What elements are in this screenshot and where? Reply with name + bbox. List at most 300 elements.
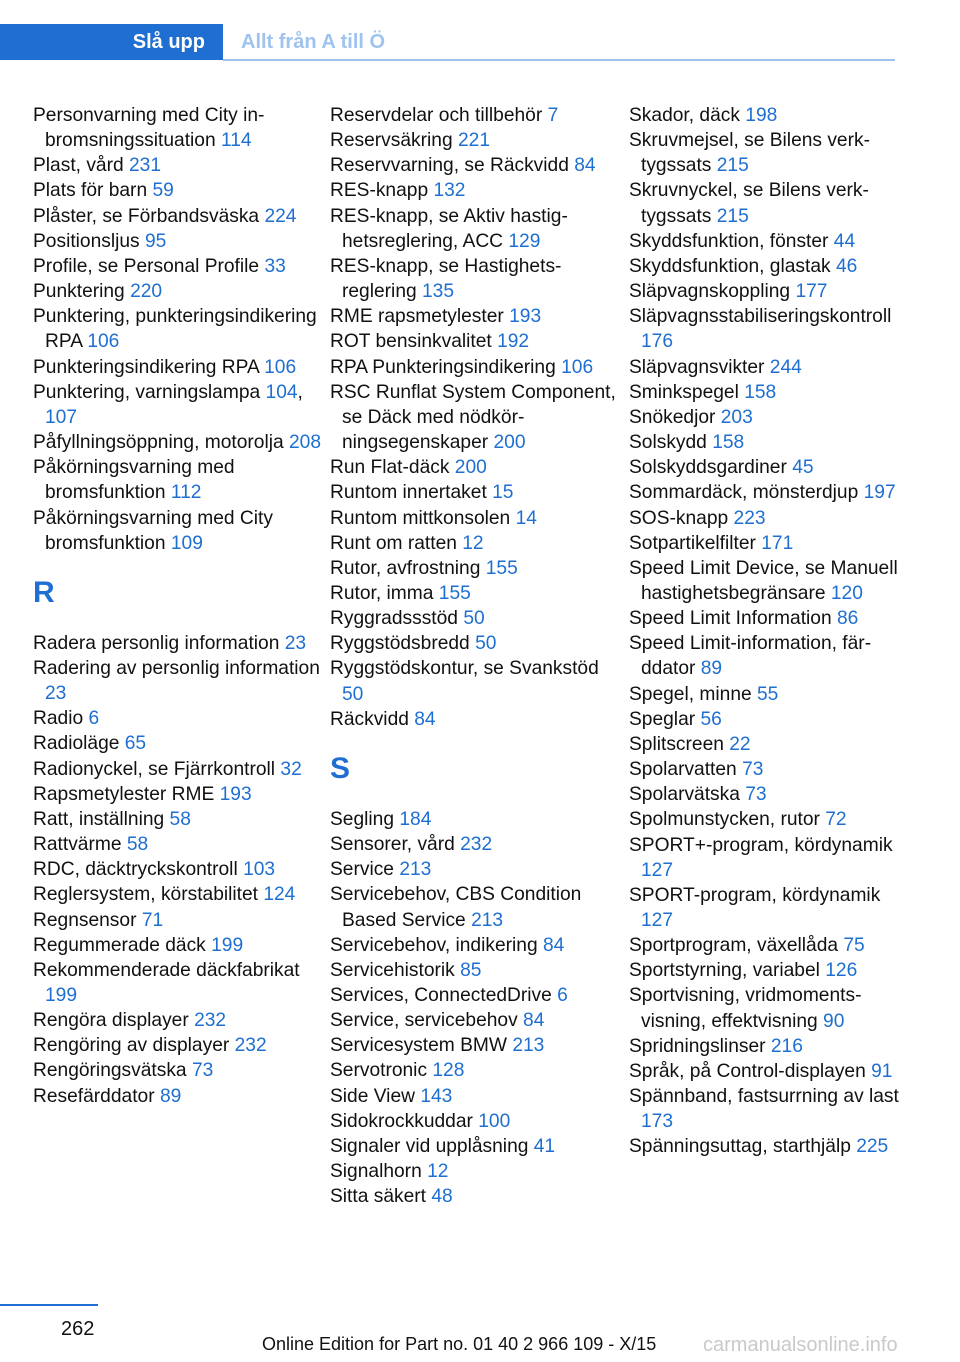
index-entry: [33, 455, 323, 505]
index-term: Påkörningsvarning med City bromsfunktion: [33, 507, 273, 554]
index-entry: [33, 103, 323, 153]
index-entry: [330, 656, 620, 706]
index-entry: [33, 229, 323, 254]
tab-underline: [223, 59, 895, 61]
page-reference-link[interactable]: 215: [716, 155, 749, 177]
index-entry: [33, 430, 323, 455]
index-term: Reservdelar och tillbehör: [330, 105, 543, 126]
page-reference-link[interactable]: 129: [508, 230, 541, 252]
page-reference-link[interactable]: 155: [485, 557, 518, 579]
index-term: Signaler vid upplåsning: [330, 1135, 529, 1157]
page-reference-link[interactable]: 15: [492, 482, 514, 504]
page-reference-link[interactable]: 120: [830, 582, 863, 604]
page-reference-link[interactable]: 225: [856, 1136, 889, 1158]
index-term: Skador, däck: [629, 105, 740, 126]
index-entry: [629, 1134, 899, 1159]
index-term: Radering av personlig information: [33, 657, 320, 679]
index-term: Rengöring av displayer: [33, 1035, 230, 1057]
index-entry: [629, 531, 899, 556]
index-entry: [330, 380, 620, 455]
index-entry: [330, 1159, 620, 1184]
page-reference-link[interactable]: 33: [264, 255, 286, 277]
page-reference-link[interactable]: 155: [438, 582, 471, 604]
index-entry: [33, 656, 323, 706]
index-term: Spolarvatten: [629, 759, 737, 781]
index-term: Sitta säkert: [330, 1186, 426, 1208]
index-entry: [330, 707, 620, 732]
page-reference-link[interactable]: 177: [795, 281, 828, 303]
index-entry: [33, 731, 323, 756]
index-term: Speed Limit Device, se Manuell hastighetsbegränsare: [629, 557, 898, 604]
index-entry: [33, 958, 323, 1008]
index-entry: [330, 1033, 620, 1058]
index-term: Signalhorn: [330, 1161, 422, 1183]
page-reference-link[interactable]: 127: [641, 910, 674, 931]
index-term: Rutor, avfrostning: [330, 557, 481, 579]
index-entry: [33, 807, 323, 832]
index-entry: [330, 882, 620, 932]
page-reference-link[interactable]: 48: [431, 1186, 453, 1208]
page-reference-link[interactable]: 58: [126, 834, 149, 856]
index-term: Reservvarning, se Räckvidd: [330, 155, 569, 177]
index-entry: [629, 1034, 899, 1059]
index-term: Personvarning med City inbromsningssituation: [33, 105, 265, 152]
page-reference-link[interactable]: 12: [427, 1161, 449, 1183]
index-term: Punktering, punkteringsindikering RPA: [33, 306, 317, 353]
index-term: Rekommenderade däckfabrikat: [33, 959, 300, 981]
index-entry: [330, 204, 620, 254]
index-term: RPA Punkteringsindikering: [330, 356, 556, 378]
index-entry: [629, 480, 899, 505]
page-reference-link[interactable]: 215: [716, 205, 749, 227]
index-term: Services, ConnectedDrive: [330, 985, 552, 1006]
index-column-2: [330, 103, 620, 1209]
index-entry: [330, 254, 620, 304]
index-entry: [33, 304, 323, 354]
index-entry: [629, 707, 899, 732]
index-term: Ryggradssstöd: [330, 608, 458, 630]
index-entry: [330, 1008, 620, 1033]
index-entry: [330, 983, 620, 1008]
page-reference-link[interactable]: 112: [170, 482, 202, 504]
top-tab-bar: [0, 0, 960, 62]
index-entry: [330, 933, 620, 958]
page-reference-link[interactable]: 192: [497, 331, 530, 353]
index-entry: [629, 178, 899, 228]
page-reference-link[interactable]: 41: [533, 1135, 556, 1157]
page-reference-link[interactable]: 232: [460, 834, 493, 856]
index-entry: [330, 581, 620, 606]
index-entry: [33, 631, 323, 656]
page-reference-link[interactable]: 114: [221, 130, 252, 152]
index-term: Speed Limit Information: [629, 608, 832, 630]
page-reference-link[interactable]: 197: [863, 482, 896, 504]
index-column-3: [629, 103, 899, 1160]
index-entry: [629, 631, 899, 681]
index-term: Plats för barn: [33, 180, 148, 202]
page-reference-link[interactable]: 200: [493, 432, 526, 454]
index-entry: [33, 1084, 323, 1109]
tab-sla-upp[interactable]: Slå upp: [0, 24, 223, 60]
index-term: Sportprogram, växellåda: [629, 935, 839, 957]
index-term: Radioläge: [33, 733, 120, 755]
page-reference-link[interactable]: 91: [871, 1060, 893, 1082]
index-term: Släpvagnsstabiliseringskontroll: [629, 306, 892, 328]
index-entry: [330, 1058, 620, 1083]
index-term: Sotpartikelfilter: [629, 532, 756, 554]
index-entry: [330, 556, 620, 581]
index-term: Reglersystem, körstabilitet: [33, 884, 258, 906]
index-term: Plåster, se Förbandsväska: [33, 205, 260, 227]
index-term: SOS-knapp: [629, 507, 729, 529]
index-term: Radio: [33, 708, 84, 730]
page-reference-link[interactable]: 128: [432, 1060, 465, 1082]
page-reference-link[interactable]: 23: [284, 632, 307, 654]
page-reference-link[interactable]: 71: [141, 909, 164, 931]
index-term: Runtom mittkonsolen: [330, 507, 511, 529]
page-reference-link[interactable]: 158: [712, 432, 745, 454]
page-reference-link[interactable]: 208: [289, 432, 322, 454]
page-reference-link[interactable]: 221: [457, 130, 490, 152]
index-entry: [330, 1109, 620, 1134]
index-term: Positionsljus: [33, 230, 140, 252]
index-term: Sidokrockkuddar: [330, 1110, 473, 1132]
page-reference-link[interactable]: 73: [742, 759, 764, 781]
index-term: Spänningsuttag, starthjälp: [629, 1136, 851, 1158]
index-entry: [330, 958, 620, 983]
index-entry: [33, 178, 323, 203]
index-term: Service: [330, 859, 394, 881]
page-reference-link[interactable]: 224: [264, 205, 297, 227]
index-term: RDC, däcktryckskontroll: [33, 859, 238, 881]
index-term: Rutor, imma: [330, 582, 434, 604]
index-term: Rattvärme: [33, 834, 122, 856]
index-term: Spännband, fastsurrning av last: [629, 1086, 899, 1108]
index-term: Speglar: [629, 708, 696, 730]
index-column-1: [33, 103, 323, 1109]
index-term: Speed Limit-information, färddator: [629, 633, 872, 680]
index-term: Skyddsfunktion, fönster: [629, 230, 829, 252]
index-term: Sensorer, vård: [330, 834, 455, 856]
index-entry: [33, 857, 323, 882]
page-reference-link[interactable]: 232: [194, 1010, 227, 1032]
page-reference-link[interactable]: 59: [152, 180, 174, 202]
page-reference-link[interactable]: 23: [45, 683, 67, 705]
index-term: Påfyllningsöppning, motorolja: [33, 432, 284, 454]
index-entry: [629, 455, 899, 480]
page-reference-link[interactable]: 14: [515, 507, 537, 529]
page-reference-link[interactable]: 90: [823, 1010, 845, 1032]
index-entry: [33, 204, 323, 229]
page-reference-link[interactable]: 12: [462, 532, 484, 554]
index-term: RSC Runflat System Component, se Däck med nödkörningsegenskaper: [330, 381, 616, 454]
index-entry: [330, 606, 620, 631]
index-entry: [629, 556, 899, 606]
index-entry: [629, 732, 899, 757]
index-entry: [629, 405, 899, 430]
index-term: Resefärddator: [33, 1085, 155, 1107]
index-entry: [629, 128, 899, 178]
page-reference-link[interactable]: 46: [835, 255, 858, 277]
watermark: carmanualsonline.info: [703, 1334, 898, 1356]
page-reference-link[interactable]: 72: [825, 809, 847, 831]
page-reference-link[interactable]: 45: [792, 457, 814, 479]
index-term: Runt om ratten: [330, 532, 457, 554]
page-reference-link[interactable]: 104: [265, 381, 298, 403]
page-reference-link[interactable]: 7: [547, 105, 559, 126]
page-reference-link[interactable]: 95: [145, 230, 167, 252]
index-term: ROT bensinkvalitet: [330, 331, 492, 353]
page-reference-link[interactable]: 176: [641, 331, 674, 353]
page-reference-link[interactable]: 65: [124, 733, 147, 755]
page-reference-link[interactable]: 50: [475, 633, 497, 655]
page-reference-link[interactable]: 55: [757, 683, 779, 705]
page-reference-link[interactable]: 193: [219, 783, 252, 805]
index-term: Regummerade däck: [33, 934, 206, 956]
tab-allt-fran-a-till-o[interactable]: Allt från A till Ö: [241, 30, 386, 53]
index-term: Servicebehov, indikering: [330, 934, 538, 956]
index-entry: [33, 1058, 323, 1083]
index-entry: [629, 506, 899, 531]
index-term: Run Flat-däck: [330, 457, 450, 479]
index-term: Servicesystem BMW: [330, 1035, 507, 1057]
page-reference-link[interactable]: 223: [733, 507, 766, 529]
index-term: Spolarvätska: [629, 784, 740, 806]
page-reference-link[interactable]: 50: [463, 608, 485, 630]
index-entry: [629, 958, 899, 983]
page-reference-link[interactable]: 86: [836, 608, 859, 630]
page-reference-link[interactable]: 198: [745, 105, 778, 126]
index-term: Radionyckel, se Fjärrkontroll: [33, 758, 276, 780]
index-entry: [629, 606, 899, 631]
index-entry: [629, 229, 899, 254]
index-term: Spegel, minne: [629, 683, 752, 705]
page-reference-link[interactable]: 216: [770, 1035, 803, 1057]
page-reference-link[interactable]: 213: [399, 859, 432, 881]
index-entry: [629, 883, 899, 933]
page-reference-link[interactable]: 232: [234, 1035, 267, 1057]
page-reference-link[interactable]: 213: [471, 909, 504, 931]
index-entry: [330, 103, 620, 128]
index-entry: [629, 782, 899, 807]
index-term: Påkörningsvarning med bromsfunktion: [33, 457, 235, 504]
page-reference-link[interactable]: 106: [561, 356, 594, 378]
index-entry: [330, 355, 620, 380]
index-entry: [33, 908, 323, 933]
index-entry: [629, 807, 899, 832]
page-reference-link[interactable]: 100: [478, 1110, 511, 1132]
index-term: Spolmunstycken, rutor: [629, 809, 820, 831]
index-term: SPORT+-program, kördynamik: [629, 834, 893, 856]
index-entry: [629, 983, 899, 1033]
page-reference-link[interactable]: 89: [700, 658, 723, 680]
index-term: Skruvmejsel, se Bilens verktygssats: [629, 130, 870, 177]
index-entry: [629, 1084, 899, 1134]
index-term: Punktering, varningslampa: [33, 381, 261, 403]
index-entry: [629, 380, 899, 405]
page-reference-link[interactable]: 171: [761, 532, 794, 554]
index-term: RME rapsmetylester: [330, 306, 504, 328]
index-entry: [629, 254, 899, 279]
page-reference-link[interactable]: 106: [87, 331, 120, 353]
page-reference-link[interactable]: 58: [169, 808, 191, 830]
page-reference-link[interactable]: 200: [454, 457, 487, 479]
page-reference-link[interactable]: 107: [45, 406, 78, 428]
index-entry: [330, 807, 620, 832]
index-term: Ryggstödsbredd: [330, 633, 470, 655]
index-entry: [330, 531, 620, 556]
index-entry: [330, 1134, 620, 1159]
index-term: RES-knapp, se Aktiv hastighetsreglering, ACC: [330, 205, 568, 252]
index-term: Skyddsfunktion, glastak: [629, 255, 831, 277]
page-reference-link[interactable]: 109: [170, 532, 203, 554]
page-reference-link[interactable]: 158: [744, 381, 777, 403]
page-reference-link[interactable]: 199: [45, 985, 78, 1006]
page-reference-link[interactable]: 231: [129, 155, 162, 177]
index-term: Profile, se Personal Profile: [33, 255, 260, 277]
index-entry: [330, 480, 620, 505]
index-entry: [330, 857, 620, 882]
page-reference-link[interactable]: 84: [523, 1010, 545, 1032]
index-entry: [33, 506, 323, 556]
page-reference-link[interactable]: 73: [745, 784, 767, 806]
index-entry: [33, 882, 323, 907]
index-term: Solskydd: [629, 432, 707, 454]
section-letter: S: [330, 751, 351, 785]
page-reference-link[interactable]: 84: [542, 934, 565, 956]
section-letter: R: [33, 575, 55, 609]
page-number: 262: [61, 1318, 95, 1340]
index-entry: [330, 506, 620, 531]
index-term: Ryggstödskontur, se Svankstöd: [330, 658, 599, 680]
page-reference-link[interactable]: 84: [574, 155, 596, 177]
index-entry: [330, 128, 620, 153]
index-term: Plast, vård: [33, 155, 124, 177]
page-reference-link[interactable]: 32: [280, 758, 302, 780]
index-term: Segling: [330, 808, 395, 830]
index-term: Snökedjor: [629, 406, 716, 428]
footer-accent-line: [0, 1304, 98, 1306]
page-reference-link[interactable]: 50: [342, 683, 364, 705]
index-entry: [33, 1033, 323, 1058]
index-term: Servotronic: [330, 1060, 428, 1082]
page-reference-link[interactable]: 199: [211, 934, 244, 956]
index-term: Regnsensor: [33, 909, 137, 931]
index-entry: [629, 304, 899, 354]
index-term: Service, servicebehov: [330, 1010, 518, 1032]
index-term: Rengöra displayer: [33, 1010, 189, 1032]
index-entry: [330, 455, 620, 480]
page-reference-link[interactable]: 220: [130, 281, 163, 303]
page-reference-link[interactable]: 103: [243, 859, 276, 881]
page-reference-link[interactable]: 244: [769, 356, 802, 378]
edition-note: Online Edition for Part no. 01 40 2 966 109 - X/15: [262, 1334, 657, 1354]
index-entry: [33, 757, 323, 782]
page-reference-link[interactable]: 85: [460, 959, 482, 981]
index-term: Sommardäck, mönsterdjup: [629, 482, 859, 504]
page-reference-link[interactable]: 84: [414, 708, 436, 730]
index-entry: [330, 1084, 620, 1109]
page-reference-link[interactable]: 75: [843, 935, 865, 957]
index-term: RES-knapp, se Hastighetsreglering: [330, 255, 562, 303]
index-entry: [33, 254, 323, 279]
index-entry: [33, 933, 323, 958]
page-reference-link[interactable]: 126: [825, 960, 858, 982]
index-term: Räckvidd: [330, 708, 409, 730]
index-entry: [330, 631, 620, 656]
index-entry: [629, 1059, 899, 1084]
page-reference-link[interactable]: 22: [729, 733, 751, 755]
page-reference-link[interactable]: 89: [159, 1085, 182, 1107]
index-entry: [629, 103, 899, 128]
page-reference-link[interactable]: 127: [641, 859, 674, 881]
page-reference-link[interactable]: 173: [641, 1111, 674, 1133]
index-entry: [33, 355, 323, 380]
index-term: Splitscreen: [629, 733, 724, 755]
index-term: Punktering: [33, 281, 125, 303]
index-term: Språk, på Control-displayen: [629, 1060, 866, 1082]
index-term: Rapsmetylester RME: [33, 783, 215, 805]
index-entry: [629, 279, 899, 304]
index-term: Ratt, inställning: [33, 808, 165, 830]
page-reference-link[interactable]: 132: [433, 180, 466, 202]
page-reference-link[interactable]: 124: [263, 884, 296, 906]
index-term: Solskyddsgardiner: [629, 457, 787, 479]
index-term: Rengöringsvätska: [33, 1060, 187, 1082]
index-entry: [330, 153, 620, 178]
page-reference-link[interactable]: 106: [264, 356, 297, 378]
index-term: Runtom innertaket: [330, 482, 487, 504]
page-reference-link[interactable]: 184: [399, 808, 432, 830]
index-term: Släpvagnsvikter: [629, 356, 765, 378]
index-entry: [33, 1008, 323, 1033]
index-term: Radera personlig information: [33, 632, 280, 654]
index-term: RES-knapp: [330, 180, 429, 202]
index-term: Släpvagnskoppling: [629, 281, 791, 303]
page-reference-link[interactable]: 6: [88, 708, 100, 730]
page-reference-link[interactable]: 203: [720, 406, 753, 428]
page-reference-link[interactable]: 143: [420, 1085, 453, 1107]
index-term: Sminkspegel: [629, 381, 739, 403]
index-entry: [629, 933, 899, 958]
index-entry: [33, 832, 323, 857]
index-term: Sportvisning, vridmomentsvisning, effektvisning: [629, 985, 862, 1032]
index-entry: [330, 304, 620, 329]
index-term: Servicehistorik: [330, 959, 455, 981]
index-entry: [629, 682, 899, 707]
index-entry: [629, 430, 899, 455]
page-reference-link[interactable]: 213: [512, 1035, 545, 1057]
index-term: SPORT-program, kördynamik: [629, 884, 881, 906]
index-term: Servicebehov, CBS Condition Based Service: [330, 884, 582, 931]
page-reference-link[interactable]: 193: [509, 306, 542, 328]
index-entry: [33, 153, 323, 178]
page-reference-link[interactable]: 56: [700, 708, 722, 730]
index-entry: [330, 178, 620, 203]
page-reference-link[interactable]: 135: [422, 281, 455, 303]
index-term: Sportstyrning, variabel: [629, 960, 820, 982]
page-reference-link[interactable]: 6: [557, 985, 568, 1006]
index-entry: [330, 1184, 620, 1209]
index-entry: [629, 355, 899, 380]
index-entry: [629, 757, 899, 782]
index-entry: Punktering, varningslampa 104, 107: [33, 381, 303, 428]
index-term: Reservsäkring: [330, 130, 453, 152]
page-reference-link[interactable]: 73: [191, 1060, 214, 1082]
index-entry: [33, 782, 323, 807]
page-reference-link[interactable]: 44: [833, 230, 856, 252]
index-term: Side View: [330, 1085, 415, 1107]
